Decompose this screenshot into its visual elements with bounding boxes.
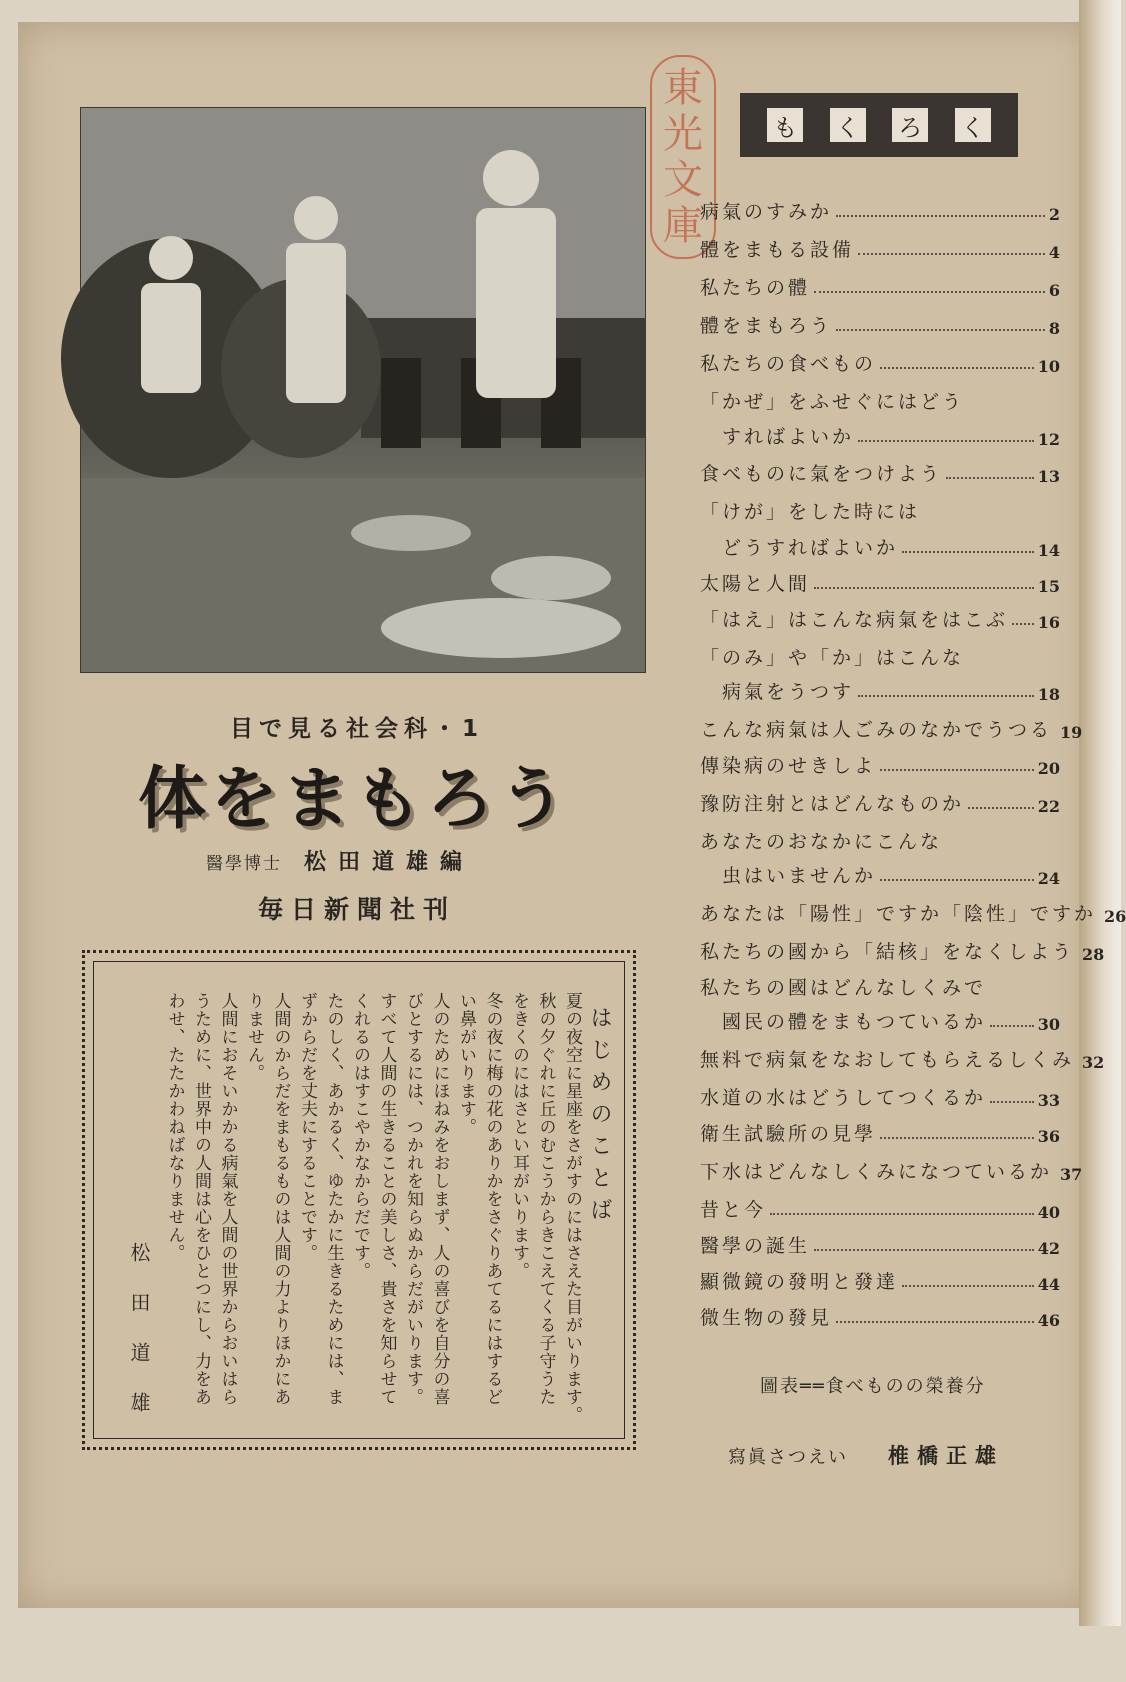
toc-item-title: 私たちの體 [700, 277, 811, 299]
toc-item-title: 「かぜ」をふせぐにはどう [700, 391, 965, 413]
toc-item [700, 1000, 1060, 1034]
cover-photo-children-in-garden [80, 107, 646, 673]
toc-header-char: く [830, 108, 866, 142]
toc-item-page: 44 [1037, 1275, 1060, 1294]
toc-item-title: 私たちの國はどんなしくみで [700, 977, 987, 999]
preface-column: 人間におそいかかる病氣を人間の世界からおいはら [217, 992, 238, 1406]
toc-item-title: 病氣をうつす [722, 681, 855, 703]
toc-item [700, 1038, 1105, 1072]
toc-item-title: 太陽と人間 [700, 573, 811, 595]
preface-column: わせ、たたかわねばなりません。 [164, 992, 185, 1262]
toc-item-title: 下水はどんなしくみになつているか [700, 1161, 1053, 1183]
toc-item-title: 「のみ」や「か」はこんな [700, 647, 965, 669]
preface-column: い鼻がいります。 [456, 992, 476, 1136]
toc-leader-dots [880, 367, 1034, 369]
toc-item-page: 13 [1037, 467, 1060, 486]
toc-item [700, 1260, 1060, 1294]
toc-item [700, 1076, 1060, 1110]
toc-item [700, 1112, 1060, 1146]
toc-item-title: あなたのおなかにこんな [700, 831, 943, 853]
preface-column: うために、世界中の人間は心をひとつにし、力をあ [191, 992, 211, 1406]
toc-item [700, 380, 1060, 414]
toc-item-title: 醫學の誕生 [700, 1235, 811, 1257]
toc-item [700, 1224, 1060, 1258]
toc-item-title: 微生物の發見 [700, 1307, 833, 1329]
toc-leader-dots [814, 291, 1045, 293]
toc-item [700, 1188, 1060, 1222]
toc-leader-dots [946, 477, 1034, 479]
toc-item [700, 854, 1060, 888]
toc-item [700, 526, 1060, 560]
toc-item [700, 670, 1060, 704]
preface-column: くれるのはすこやかなからだです。 [350, 992, 370, 1280]
toc-item-page: 22 [1037, 797, 1060, 816]
toc-leader-dots [1012, 623, 1034, 625]
photographer-name: 椎橋正雄 [888, 1443, 1004, 1468]
toc-item-page: 46 [1037, 1311, 1060, 1330]
toc-item-page: 10 [1037, 357, 1060, 376]
toc-item [700, 598, 1060, 632]
toc-item-page: 12 [1037, 430, 1060, 449]
toc-item [700, 415, 1060, 449]
toc-leader-dots [836, 1321, 1034, 1323]
preface-column: りません。 [244, 992, 264, 1082]
toc-item-page: 4 [1048, 243, 1060, 262]
toc-leader-dots [968, 807, 1034, 809]
toc-item [700, 228, 1060, 262]
editor-credit [206, 845, 474, 876]
toc-item [700, 190, 1060, 224]
toc-item-title: すればよいか [722, 426, 855, 448]
preface-heading: はじめのことば [587, 1006, 612, 1230]
book-title: 体をまもろう [138, 760, 571, 839]
editor-title: 醫學博士 [206, 854, 282, 874]
preface-column: すべて人間の生きることの美しさ、貴さを知らせて [376, 992, 397, 1406]
toc-leader-dots [902, 1285, 1034, 1287]
editor-name: 松田道雄編 [304, 849, 475, 875]
toc-item-page: 36 [1037, 1127, 1060, 1146]
toc-item-page: 15 [1037, 577, 1060, 596]
series-title: 目で見る社会科・1 [230, 716, 485, 742]
toc-item [700, 892, 1126, 926]
toc-item-title: どうすればよいか [722, 537, 899, 559]
toc-item [700, 782, 1060, 816]
toc-item [700, 342, 1060, 376]
toc-item-title: 私たちの國から「結核」をなくしよう [700, 941, 1075, 963]
toc-leader-dots [990, 1101, 1034, 1103]
toc-header [740, 93, 1018, 157]
toc-leader-dots [880, 879, 1034, 881]
toc-leader-dots [836, 215, 1045, 217]
toc-leader-dots [990, 1025, 1034, 1027]
preface-box [82, 950, 636, 1450]
toc-item-title: 體をまもろう [700, 315, 833, 337]
preface-column: 夏の夜空に星座をさがすのにはさえた目がいります。 [562, 992, 582, 1424]
toc-item-title: 國民の體をまもつているか [722, 1011, 987, 1033]
toc-item-title: 昔と今 [700, 1199, 767, 1221]
preface-column: をきくのにはさとい耳がいります。 [509, 992, 529, 1280]
toc-item-page: 16 [1037, 613, 1060, 632]
toc-leader-dots [858, 440, 1034, 442]
toc-item-title: 體をまもる設備 [700, 239, 855, 261]
toc-item [700, 304, 1060, 338]
toc-item-title: 衛生試驗所の見學 [700, 1123, 877, 1145]
toc-item-title: 無料で病氣をなおしてもらえるしくみ [700, 1049, 1075, 1071]
toc-item-page: 42 [1037, 1239, 1060, 1258]
toc-item-page: 2 [1048, 205, 1060, 224]
preface-column: 冬の夜に梅の花のありかをさぐりあてるにはするど [482, 992, 503, 1406]
toc-leader-dots [814, 587, 1034, 589]
toc-leader-dots [858, 695, 1034, 697]
toc-item [700, 562, 1060, 596]
toc-item-page: 33 [1037, 1091, 1060, 1110]
toc-header-char: ろ [892, 108, 928, 142]
toc-item-title: こんな病氣は人ごみのなかでうつる [700, 719, 1053, 741]
photographer-label: 寫眞さつえい [728, 1447, 848, 1468]
toc-item-page: 8 [1048, 319, 1060, 338]
toc-leader-dots [770, 1213, 1034, 1215]
toc-item-title: 顯微鏡の發明と發達 [700, 1271, 899, 1293]
toc-leader-dots [814, 1249, 1034, 1251]
toc-item [700, 1150, 1083, 1184]
preface-column: 人のためにほねみをおしまず、人の喜びを自分の喜 [429, 992, 450, 1406]
toc-item-title: 豫防注射とはどんなものか [700, 793, 965, 815]
toc-item-title: 病氣のすみか [700, 201, 833, 223]
toc-item-page: 26 [1104, 907, 1126, 926]
preface-text [93, 961, 625, 1442]
toc-leader-dots [858, 253, 1045, 255]
toc-leader-dots [836, 329, 1045, 331]
toc-item-page: 6 [1048, 281, 1060, 300]
toc-item [700, 930, 1105, 964]
toc-item [700, 820, 1060, 854]
toc-leader-dots [902, 551, 1034, 553]
toc-item-title: 私たちの食べもの [700, 353, 877, 375]
toc-item [700, 452, 1060, 486]
toc-item-page: 32 [1082, 1053, 1105, 1072]
library-stamp: 東 光 文 庫 [650, 55, 716, 259]
toc-item [700, 636, 1060, 670]
toc-item [700, 266, 1060, 300]
toc-item-page: 14 [1037, 541, 1060, 560]
photographer-credit [728, 1440, 1004, 1470]
toc-item-page: 20 [1037, 759, 1060, 778]
toc-item-page: 28 [1082, 945, 1105, 964]
toc-item-title: 「はえ」はこんな病氣をはこぶ [700, 609, 1009, 631]
preface-column: びとするには、つかれを知らぬからだがいります。 [403, 992, 423, 1406]
preface-column: 人間のからだをまもるものは人間の力よりほかにあ [270, 992, 291, 1406]
toc-item [700, 490, 1060, 524]
toc-item-title: 食べものに氣をつけよう [700, 463, 943, 485]
toc-item [700, 744, 1060, 778]
toc-header-char: く [955, 108, 991, 142]
toc-item-page: 24 [1037, 869, 1060, 888]
toc-header-char: も [767, 108, 803, 142]
preface-column: 秋の夕ぐれに丘のむこうからきこえてくる子守うた [535, 992, 556, 1406]
toc-item-title: 水道の水はどうしてつくるか [700, 1087, 987, 1109]
toc-item-page: 40 [1037, 1203, 1060, 1222]
toc-item-page: 18 [1037, 685, 1060, 704]
toc-leader-dots [880, 769, 1034, 771]
book-spine [1079, 0, 1121, 1626]
plate-note: 圖表══食べものの榮養分 [760, 1376, 986, 1397]
toc-item-title: あなたは「陽性」ですか「陰性」ですか [700, 903, 1097, 925]
preface-column: たのしく、あかるく、ゆたかに生きるためには、ま [323, 992, 344, 1406]
toc-item-title: 傳染病のせきしよ [700, 755, 877, 777]
toc-item [700, 1296, 1060, 1330]
toc-item-page: 19 [1060, 723, 1083, 742]
preface-signature: 松田道雄 [127, 1242, 151, 1442]
toc-item-page: 37 [1060, 1165, 1083, 1184]
preface-column: ずからだを丈夫にすることです。 [297, 992, 317, 1262]
toc-item [700, 966, 1060, 1000]
toc-item-page: 30 [1037, 1015, 1060, 1034]
toc-item-title: 「けが」をした時には [700, 501, 921, 523]
toc-leader-dots [880, 1137, 1034, 1139]
toc-item [700, 708, 1083, 742]
toc-item-title: 虫はいませんか [722, 865, 877, 887]
publisher: 毎日新聞社刊 [258, 895, 457, 924]
